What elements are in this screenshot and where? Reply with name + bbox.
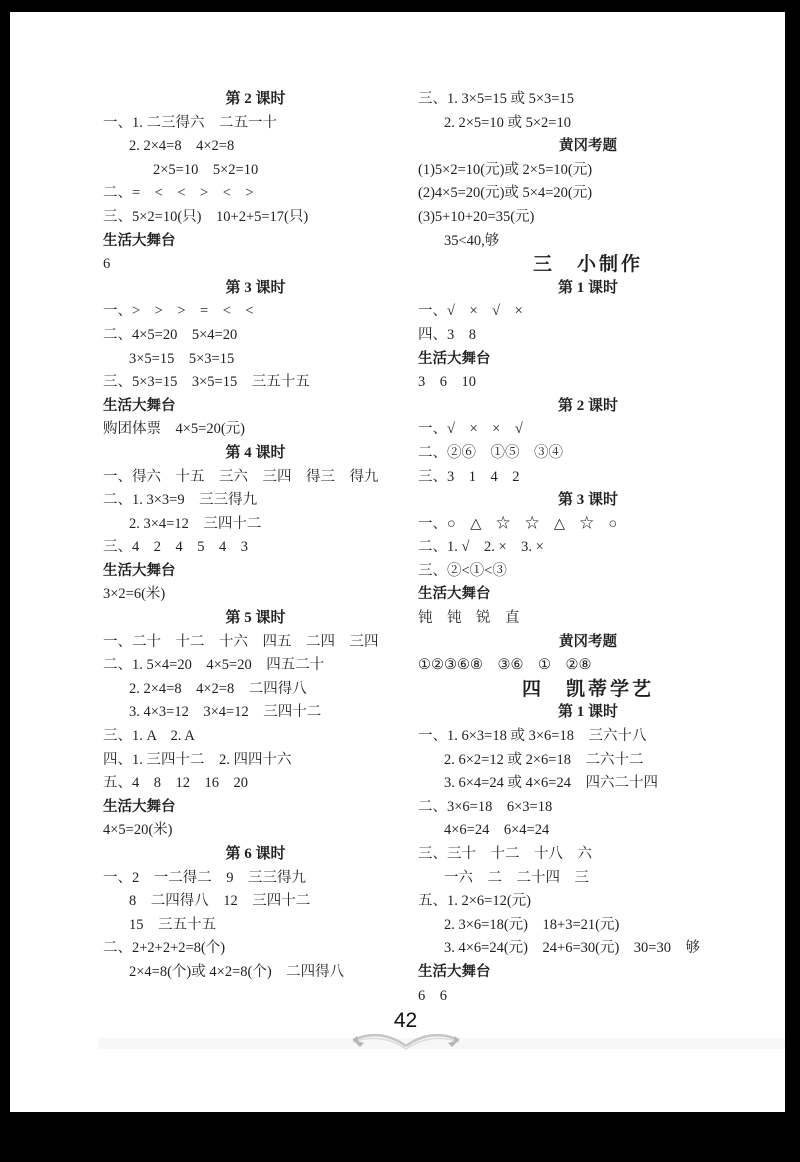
- answer-line: 3×5=15 5×3=15: [129, 350, 235, 367]
- answer-line: 2. 2×4=8 4×2=8 二四得八: [129, 680, 307, 697]
- unit-heading: 四 凯蒂学艺: [521, 678, 654, 700]
- section-label: 生活大舞台: [103, 397, 176, 414]
- answer-line: 二、4×5=20 5×4=20: [103, 326, 238, 343]
- answer-line: ①②③⑥⑧ ③⑥ ① ②⑧: [418, 657, 592, 674]
- lesson-heading: 第 1 课时: [557, 279, 618, 296]
- section-label: 生活大舞台: [103, 562, 176, 579]
- answer-line: 三、4 2 4 5 4 3: [103, 539, 248, 556]
- answer-line: 二、= < < > < >: [103, 185, 254, 202]
- answer-line: 二、1. √ 2. × 3. ×: [418, 539, 544, 556]
- answer-line: 三、②<①<③: [418, 562, 507, 579]
- answer-line: 一、√ × √ ×: [418, 303, 523, 320]
- answer-line: 3×2=6(米): [103, 586, 166, 603]
- section-label: 生活大舞台: [418, 350, 491, 367]
- lesson-heading: 第 3 课时: [225, 279, 286, 296]
- lesson-heading: 第 6 课时: [225, 846, 286, 862]
- answer-line: 15 三五十五: [129, 916, 216, 933]
- answer-line: 五、1. 2×6=12(元): [418, 893, 532, 910]
- workbook-page: [10, 12, 785, 1112]
- answer-line: 一、1. 6×3=18 或 3×6=18 三六十八: [418, 728, 647, 745]
- answer-line: 二、②⑥ ①⑤ ③④: [418, 444, 563, 461]
- answer-line: (2)4×5=20(元)或 5×4=20(元): [418, 185, 593, 202]
- lesson-heading: 第 5 课时: [225, 610, 286, 627]
- answer-line: 一六 二 二十四 三: [444, 869, 589, 886]
- answer-line: 2. 2×4=8 4×2=8: [129, 138, 235, 155]
- answer-line: 钝 钝 锐 直: [418, 610, 520, 627]
- answer-line: 2×4=8(个)或 4×2=8(个) 二四得八: [129, 963, 345, 980]
- answer-line: 一、2 一二得二 9 三三得九: [103, 869, 306, 886]
- lesson-heading: 第 1 课时: [557, 704, 618, 721]
- unit-heading: 三 小制作: [532, 254, 643, 276]
- answer-line: 四、3 8: [418, 326, 476, 343]
- answer-line: 一、> > > = < <: [103, 303, 254, 320]
- answer-line: 4×5=20(米): [103, 822, 173, 839]
- answer-line: 一、得六 十五 三六 三四 得三 得九: [103, 468, 379, 485]
- section-label: 生活大舞台: [103, 798, 176, 815]
- answer-line: 一、○ △ ☆ ☆ △ ☆ ○: [418, 515, 618, 532]
- answer-line: (1)5×2=10(元)或 2×5=10(元): [418, 161, 593, 178]
- answer-line: 二、1. 5×4=20 4×5=20 四五二十: [103, 657, 325, 674]
- open-book-swoosh-icon: [18, 1028, 785, 1059]
- section-label: 生活大舞台: [418, 586, 491, 603]
- answer-line: 35<40,够: [444, 232, 500, 249]
- answer-line: 三、1. A 2. A: [103, 728, 195, 745]
- answer-line: 8 二四得八 12 三四十二: [129, 893, 311, 910]
- answer-line: 2. 3×4=12 三四十二: [129, 515, 262, 532]
- lesson-heading: 第 3 课时: [557, 492, 618, 509]
- answer-line: 三、三十 十二 十八 六: [418, 846, 592, 862]
- answer-line: 6: [103, 256, 111, 273]
- answer-line: 三、5×2=10(只) 10+2+5=17(只): [103, 208, 309, 225]
- answer-line: 4×6=24 6×4=24: [444, 822, 550, 839]
- answer-column-left: [103, 88, 408, 985]
- answer-line: 四、1. 三四十二 2. 四四十六: [103, 751, 292, 768]
- section-label: 生活大舞台: [418, 963, 491, 980]
- answer-line: 2×5=10 5×2=10: [153, 161, 259, 178]
- answer-line: 3. 4×3=12 3×4=12 三四十二: [129, 704, 322, 721]
- section-label: 黄冈考题: [559, 138, 617, 155]
- answer-line: 一、二十 十二 十六 四五 二四 三四: [103, 633, 379, 650]
- answer-line: 二、2+2+2+2=8(个): [103, 940, 226, 957]
- answer-line: 3. 4×6=24(元) 24+6=30(元) 30=30 够: [444, 940, 700, 957]
- section-label: 黄冈考题: [559, 633, 617, 650]
- answer-line: 一、1. 二三得六 二五一十: [103, 114, 277, 131]
- answer-line: 五、4 8 12 16 20: [103, 775, 248, 792]
- answer-line: 3. 6×4=24 或 4×6=24 四六二十四: [444, 775, 658, 792]
- answer-line: 二、3×6=18 6×3=18: [418, 798, 553, 815]
- answer-line: 2. 2×5=10 或 5×2=10: [444, 114, 571, 131]
- answer-line: 购团体票 4×5=20(元): [103, 421, 246, 438]
- lesson-heading: 第 2 课时: [557, 397, 618, 414]
- page-footer: [10, 1010, 785, 1059]
- answer-line: 三、5×3=15 3×5=15 三五十五: [103, 374, 310, 391]
- lesson-heading: 第 2 课时: [225, 91, 286, 107]
- answer-line: 2. 3×6=18(元) 18+3=21(元): [444, 916, 620, 933]
- section-label: 生活大舞台: [103, 232, 176, 249]
- answer-line: 三、1. 3×5=15 或 5×3=15: [418, 91, 574, 107]
- answer-line: 二、1. 3×3=9 三三得九: [103, 492, 258, 509]
- lesson-heading: 第 4 课时: [225, 444, 286, 461]
- answer-line: 3 6 10: [418, 374, 476, 391]
- answer-line: (3)5+10+20=35(元): [418, 208, 535, 225]
- page-number: 42: [393, 1009, 418, 1032]
- answer-line: 6 6: [418, 987, 447, 1004]
- answer-line: 一、√ × × √: [418, 421, 523, 438]
- answer-line: 2. 6×2=12 或 2×6=18 二六十二: [444, 751, 644, 768]
- answer-line: 三、3 1 4 2: [418, 468, 520, 485]
- answer-column-right: [418, 88, 758, 1008]
